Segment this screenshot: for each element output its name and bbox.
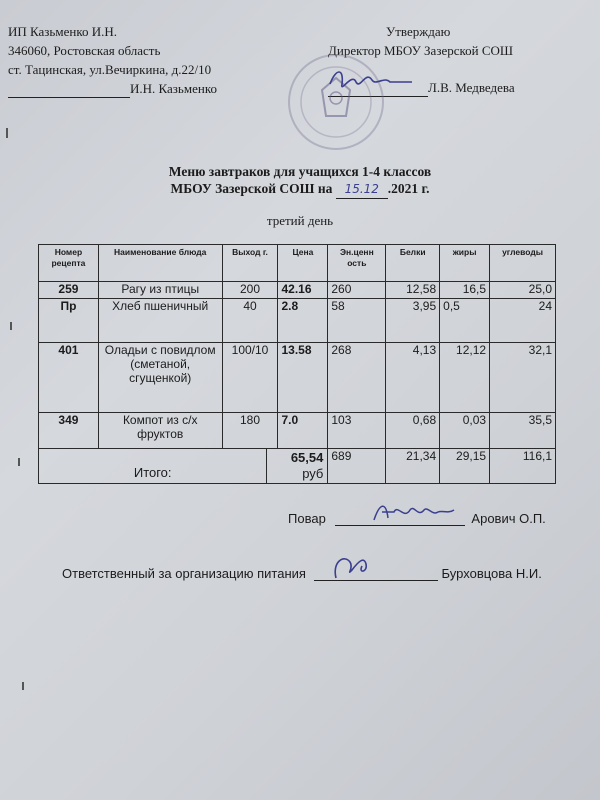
table-header-row xyxy=(39,245,556,282)
title-year: .2021 г. xyxy=(387,181,430,196)
carbs: 25,0 xyxy=(490,282,556,299)
fat: 0,5 xyxy=(440,299,490,343)
price: 42.16 xyxy=(278,282,328,299)
portion: 100/10 xyxy=(222,343,278,413)
dish-name: Оладьи с повидлом (сметаной, сгущенкой) xyxy=(98,343,222,413)
cook-signature xyxy=(368,498,458,526)
protein: 0,68 xyxy=(386,413,440,449)
col-header: Белки xyxy=(386,245,440,282)
price: 2.8 xyxy=(278,299,328,343)
protein: 3,95 xyxy=(386,299,440,343)
price: 7.0 xyxy=(278,413,328,449)
dish-name: Компот из с/х фруктов xyxy=(98,413,222,449)
price: 13.58 xyxy=(278,343,328,413)
scan-artifact xyxy=(6,128,8,138)
scan-artifact xyxy=(22,682,24,690)
company-address-1: 346060, Ростовская область xyxy=(8,43,161,58)
responsible-signature xyxy=(328,552,374,582)
portion: 180 xyxy=(222,413,278,449)
fat: 16,5 xyxy=(440,282,490,299)
director-position: Директор МБОУ Зазерской СОШ xyxy=(328,43,514,58)
cook-name: Арович О.П. xyxy=(471,511,546,526)
carbs: 32,1 xyxy=(490,343,556,413)
title-line-1: Меню завтраков для учащихся 1-4 классов xyxy=(168,164,432,179)
protein: 12,58 xyxy=(386,282,440,299)
title-line-2 xyxy=(0,180,600,199)
table-row xyxy=(39,282,556,299)
col-header: жиры xyxy=(440,245,490,282)
energy: 260 xyxy=(328,282,386,299)
total-block xyxy=(39,449,328,484)
table-total-row xyxy=(39,449,556,484)
energy: 268 xyxy=(328,343,386,413)
header-left xyxy=(8,22,217,98)
company-address-2: ст. Тацинская, ул.Вечиркина, д.22/10 xyxy=(8,62,212,77)
director-signer: Л.В. Медведева xyxy=(428,80,515,95)
menu-table xyxy=(38,244,556,484)
fat: 12,12 xyxy=(440,343,490,413)
table-row xyxy=(39,413,556,449)
total-carbs: 116,1 xyxy=(490,449,556,484)
responsible-signature-line xyxy=(62,566,542,581)
signature-blank xyxy=(8,97,130,98)
total-price-amount: 65,54 xyxy=(290,450,324,465)
title-school: МБОУ Зазерской СОШ на xyxy=(170,181,336,196)
total-label: Итого: xyxy=(39,449,267,483)
responsible-label: Ответственный за организацию питания xyxy=(62,566,306,581)
company-name: ИП Казьменко И.Н. xyxy=(8,24,117,39)
company-signature-line xyxy=(8,79,217,98)
scan-artifact xyxy=(10,322,12,330)
day-label: третий день xyxy=(266,213,334,228)
menu-date: 15.12 xyxy=(336,181,388,199)
col-header: Номер рецепта xyxy=(39,245,99,282)
protein: 4,13 xyxy=(386,343,440,413)
recipe-number: 349 xyxy=(39,413,99,449)
responsible-name: Бурховцова Н.И. xyxy=(441,566,542,581)
approve-label: Утверждаю xyxy=(386,24,451,39)
director-signature xyxy=(326,62,416,98)
total-price-unit: руб xyxy=(302,466,324,481)
total-price xyxy=(267,449,327,483)
recipe-number: 259 xyxy=(39,282,99,299)
total-fat: 29,15 xyxy=(440,449,490,484)
energy: 58 xyxy=(328,299,386,343)
table-row xyxy=(39,299,556,343)
energy: 103 xyxy=(328,413,386,449)
carbs: 35,5 xyxy=(490,413,556,449)
col-header: Эн.ценн ость xyxy=(328,245,386,282)
company-signer: И.Н. Казьменко xyxy=(130,81,217,96)
col-header: Цена xyxy=(278,245,328,282)
col-header: Выход г. xyxy=(222,245,278,282)
carbs: 24 xyxy=(490,299,556,343)
scan-artifact xyxy=(18,458,20,466)
dish-name: Хлеб пшеничный xyxy=(98,299,222,343)
recipe-number: 401 xyxy=(39,343,99,413)
recipe-number: Пр xyxy=(39,299,99,343)
total-energy: 689 xyxy=(328,449,386,484)
portion: 200 xyxy=(222,282,278,299)
col-header: углеводы xyxy=(490,245,556,282)
menu-title xyxy=(0,163,600,199)
fat: 0,03 xyxy=(440,413,490,449)
col-header: Наименование блюда xyxy=(98,245,222,282)
dish-name: Рагу из птицы xyxy=(98,282,222,299)
table-row xyxy=(39,343,556,413)
total-protein: 21,34 xyxy=(386,449,440,484)
cook-label: Повар xyxy=(288,511,326,526)
portion: 40 xyxy=(222,299,278,343)
